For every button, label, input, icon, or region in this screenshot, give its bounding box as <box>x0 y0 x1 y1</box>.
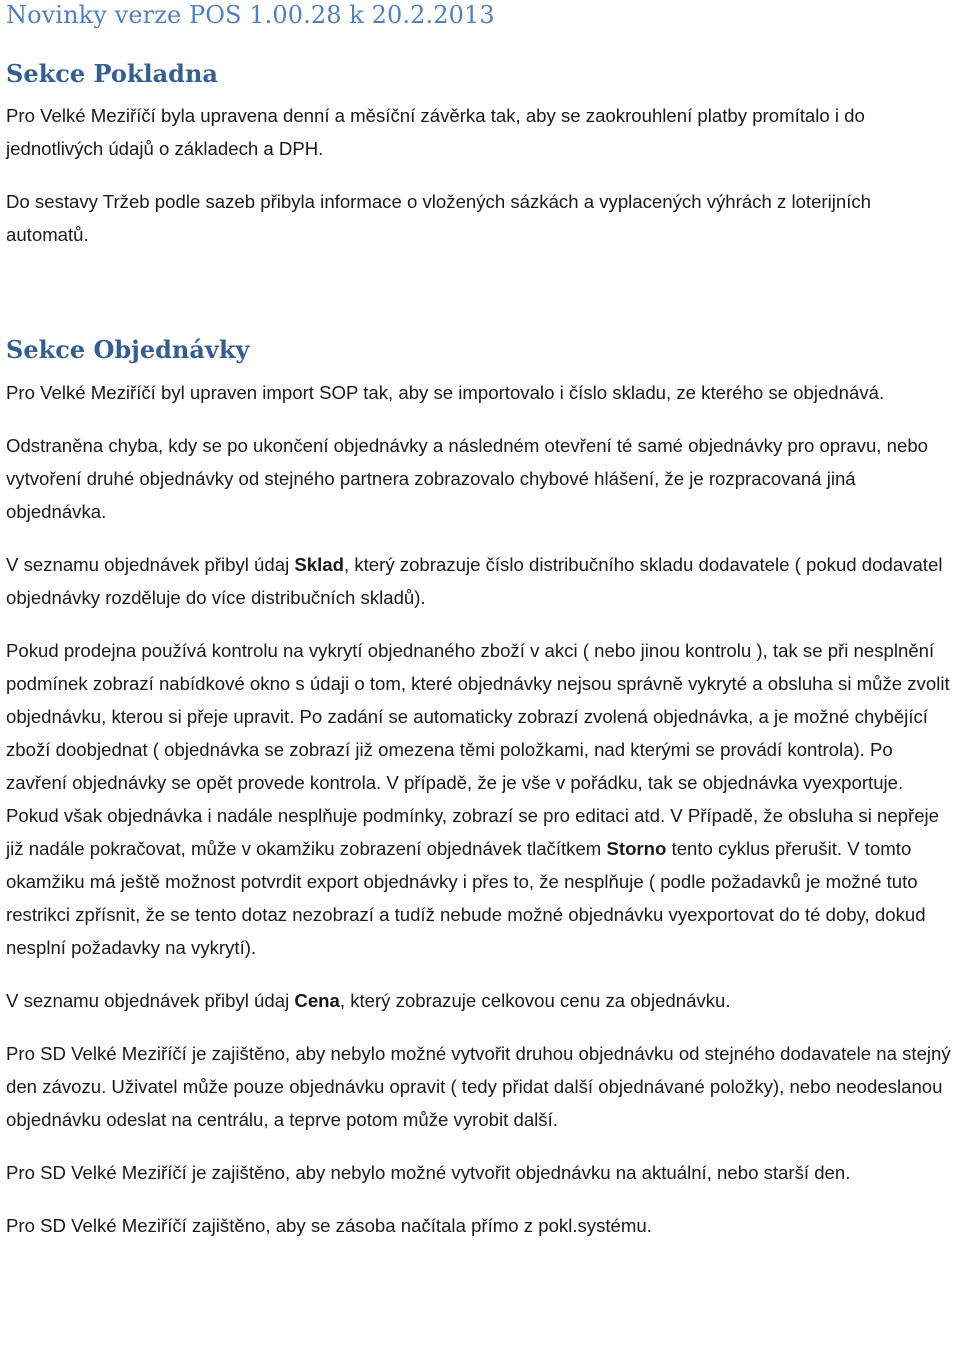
paragraph-text: V seznamu objednávek přibyl údaj <box>6 554 295 575</box>
paragraph: Odstraněna chyba, kdy se po ukončení objednávky a následném otevření té samé objednávky pro opravu, nebo vytvoření druhé objednávky od stejného partnera zobrazovalo chybové hlášení, že je rozpracovaná jiná objednávka. <box>6 435 929 522</box>
paragraph-text: V seznamu objednávek přibyl údaj <box>6 990 295 1011</box>
document-title: Novinky verze POS 1.00.28 k 20.2.2013 <box>6 1 495 29</box>
paragraph: Pro Velké Meziříčí byl upraven import SOP tak, aby se importovalo i číslo skladu, ze kterého se objednává. <box>6 382 885 403</box>
paragraph: Pro Velké Meziříčí byla upravena denní a měsíční závěrka tak, aby se zaokrouhlení platby promítalo i do jednotlivých údajů o základech a DPH. <box>6 105 865 159</box>
paragraph <box>6 634 956 964</box>
paragraph: Do sestavy Tržeb podle sazeb přibyla informace o vložených sázkách a vyplacených výhrách z loterijních automatů. <box>6 191 872 245</box>
section-heading-pokladna: Sekce Pokladna <box>6 59 218 88</box>
paragraph <box>6 548 956 614</box>
bold-term-sklad: Sklad <box>294 554 344 575</box>
section-heading-objednavky: Sekce Objednávky <box>6 335 250 364</box>
bold-term-cena: Cena <box>294 990 340 1011</box>
bold-term-storno: Storno <box>606 838 667 859</box>
paragraph-text: , který zobrazuje číslo distribučního skladu dodavatele ( pokud dodavatel objednávky rozděluje do více distribučních skladů). <box>6 554 943 608</box>
section-objednavky <box>6 335 956 1242</box>
paragraph-text: tento cyklus přerušit. V tomto okamžiku má ještě možnost potvrdit export objednávky i přes to, že nesplňuje ( podle požadavků je možné tuto restrikci zpřísnit, že se tento dotaz nezobrazí a tudíž nebude možné objednávku vyexportovat do té doby, dokud nesplní požadavky na vykrytí). <box>6 838 926 958</box>
paragraph: Pro SD Velké Meziříčí je zajištěno, aby nebylo možné vytvořit objednávku na aktuální, nebo starší den. <box>6 1162 851 1183</box>
paragraph-text: , který zobrazuje celkovou cenu za objednávku. <box>339 990 731 1011</box>
paragraph: Pro SD Velké Meziříčí zajištěno, aby se zásoba načítala přímo z pokl.systému. <box>6 1215 652 1236</box>
paragraph: Pro SD Velké Meziříčí je zajištěno, aby nebylo možné vytvořit druhou objednávku od stejného dodavatele na stejný den závozu. Uživatel může pouze objednávku opravit ( tedy přidat další objednávané položky), nebo neodeslanou objednávku odeslat na centrálu, a teprve potom může vyrobit další. <box>6 1043 951 1130</box>
document <box>6 0 956 1242</box>
paragraph <box>6 984 956 1017</box>
paragraph-text: Pokud prodejna používá kontrolu na vykrytí objednaného zboží v akci ( nebo jinou kontrolu ), tak se při nesplnění podmínek zobrazí nabídkové okno s údaji o tom, které objednávky nejsou správně vykryté a obsluha si může zvolit objednávku, kterou si přeje upravit. Po zadání se automaticky zobrazí zvolená objednávka, a je možné chybějící zboží doobjednat ( objednávka se zobrazí již omezena těmi položkami, nad kterými se provádí kontrola). Po zavření objednávky se opět provede kontrola. V případě, že je vše v pořádku, tak se objednávka vyexportuje. Pokud však objednávka i nadále nesplňuje podmínky, zobrazí se pro editaci atd. V Případě, že obsluha si nepřeje již nadále pokračovat, může v okamžiku zobrazení objednávek tlačítkem <box>6 640 950 859</box>
section-pokladna <box>6 59 956 251</box>
